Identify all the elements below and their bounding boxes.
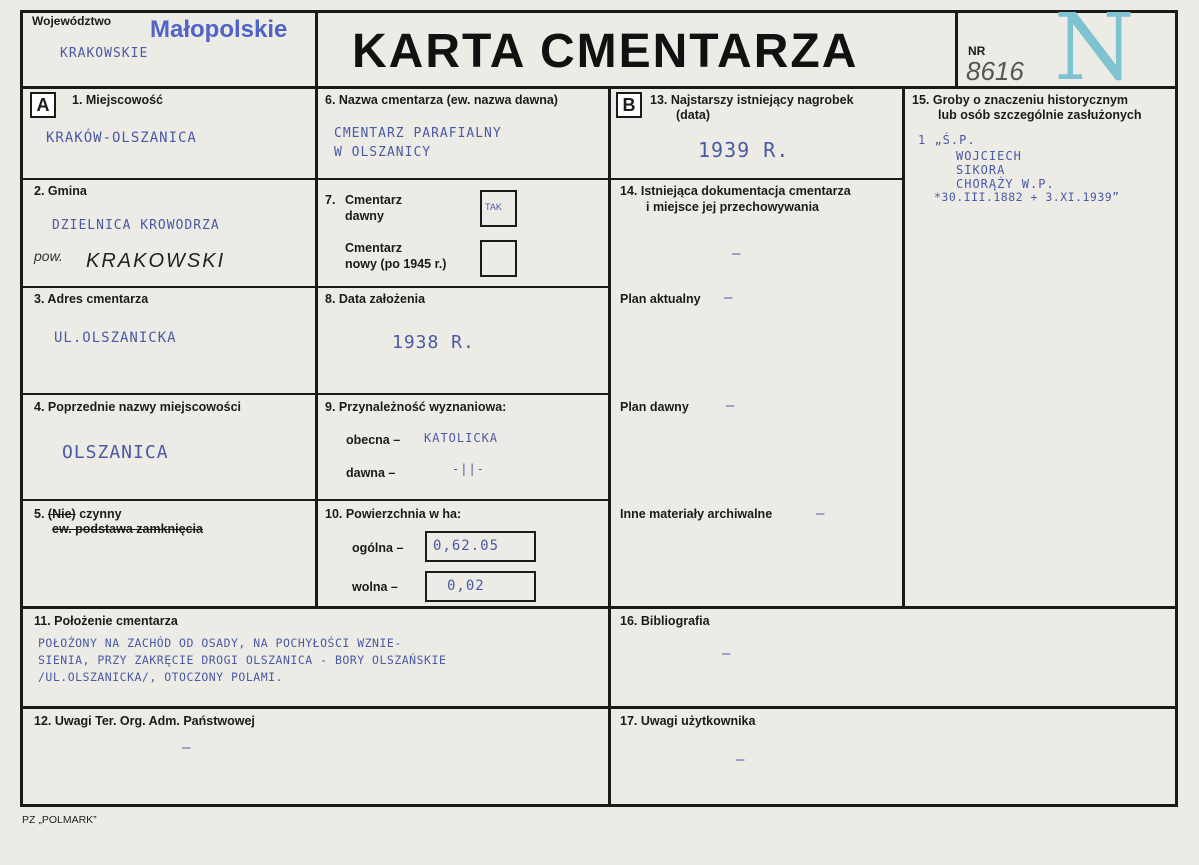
- field-2-label: 2. Gmina: [34, 184, 87, 198]
- field-6-value-2: W OLSZANICY: [334, 145, 432, 160]
- field-11-value-1: POŁOŻONY NA ZACHÓD OD OSADY, NA POCHYŁOŚCI WZNIE-: [38, 636, 402, 650]
- page-title: KARTA CMENTARZA: [352, 25, 859, 78]
- form-border-top: [20, 10, 1178, 13]
- form-border-bottom: [20, 804, 1178, 807]
- field-8-value: 1938 R.: [392, 332, 475, 353]
- col-line-3: [902, 86, 905, 608]
- field-7-nowy-checkbox[interactable]: [480, 240, 517, 277]
- field-1-value: KRAKÓW-OLSZANICA: [46, 130, 197, 146]
- field-10-wolna-value: 0,02: [447, 578, 485, 594]
- field-2-value: DZIELNICA KROWODRZA: [52, 218, 220, 233]
- field-15-label-1: 15. Groby o znaczeniu historycznym: [912, 93, 1129, 107]
- field-8-label: 8. Data założenia: [325, 292, 426, 306]
- field-7-dawny-label-1: Cmentarz: [345, 193, 402, 207]
- field-6-label: 6. Nazwa cmentarza (ew. nazwa dawna): [325, 93, 558, 107]
- field-6-value-1: CMENTARZ PARAFIALNY: [334, 126, 502, 141]
- field-10-wolna-box[interactable]: [425, 571, 536, 602]
- field-2-pow-value: KRAKOWSKI: [86, 250, 226, 272]
- field-16-label: 16. Bibliografia: [620, 614, 710, 628]
- wojewodztwo-label: Województwo: [32, 14, 112, 28]
- col-line-1: [315, 86, 318, 608]
- field-5-sub: ew. podstawa zamknięcia: [52, 522, 203, 536]
- nr-value: 8616: [966, 56, 1024, 86]
- row-line-6: [20, 706, 1178, 709]
- field-12-label: 12. Uwagi Ter. Org. Adm. Państwowej: [34, 714, 255, 728]
- field-7-nowy-label-2: nowy (po 1945 r.): [345, 257, 447, 271]
- section-a-marker: A: [30, 92, 56, 118]
- field-15-value-3: SIKORA: [956, 163, 1006, 177]
- field-4-label: 4. Poprzednie nazwy miejscowości: [34, 400, 242, 414]
- field-17-value: –: [736, 752, 746, 768]
- row-line-4: [20, 499, 610, 501]
- field-5-number: 5.: [34, 507, 45, 521]
- nr-stamp: N: [1054, 0, 1135, 101]
- plan-aktualny-label: Plan aktualny: [620, 292, 701, 306]
- field-15-value-2: WOJCIECH: [956, 149, 1022, 163]
- field-7-nowy-label-1: Cmentarz: [345, 241, 402, 255]
- field-12-value: –: [182, 740, 192, 756]
- field-14-label-2: i miejsce jej przechowywania: [646, 200, 819, 214]
- field-9-label: 9. Przynależność wyznaniowa:: [325, 400, 507, 414]
- header-vline-2: [955, 10, 958, 88]
- field-16-value: –: [722, 646, 732, 662]
- field-4-value: OLSZANICA: [62, 442, 169, 463]
- row-line-3: [20, 393, 610, 395]
- field-15-label-2: lub osób szczególnie zasłużonych: [938, 108, 1142, 122]
- field-10-label: 10. Powierzchnia w ha:: [325, 507, 462, 521]
- field-9-dawna-label: dawna –: [346, 466, 396, 480]
- field-1-label: 1. Miejscowość: [72, 93, 164, 107]
- field-3-label: 3. Adres cmentarza: [34, 292, 149, 306]
- field-9-obecna-value: KATOLICKA: [424, 431, 499, 445]
- field-11-label: 11. Położenie cmentarza: [34, 614, 178, 628]
- field-15-value-4: CHORĄŻY W.P.: [956, 177, 1055, 191]
- field-13-label-2: (data): [676, 108, 711, 122]
- row-line-2: [20, 286, 610, 288]
- field-7-dawny-label-2: dawny: [345, 209, 384, 223]
- field-9-dawna-value: -||-: [452, 462, 485, 476]
- field-13-value: 1939 R.: [698, 138, 790, 162]
- form-border-left: [20, 10, 23, 806]
- field-15-value-1: 1 „Ś.P.: [918, 133, 976, 147]
- field-11-value-3: /UL.OLSZANICKA/, OTOCZONY POLAMI.: [38, 670, 283, 684]
- wojewodztwo-handwritten: KRAKOWSKIE: [60, 46, 149, 61]
- plan-aktualny-value: –: [724, 290, 734, 306]
- field-10-ogolna-value: 0,62.05: [433, 538, 500, 554]
- col-line-2: [608, 86, 611, 806]
- row-line-1: [20, 178, 610, 180]
- field-15-value-5: *30.III.1882 + 3.XI.1939”: [934, 190, 1120, 204]
- field-7-dawny-value: TAK: [485, 202, 502, 212]
- field-3-value: UL.OLSZANICKA: [54, 330, 177, 346]
- inne-label: Inne materiały archiwalne: [620, 507, 773, 521]
- field-5-czynny: czynny: [79, 507, 122, 521]
- field-5-label: [34, 507, 122, 522]
- printer-mark: PZ „POLMARK”: [22, 814, 97, 826]
- field-11-value-2: SIENIA, PRZY ZAKRĘCIE DROGI OLSZANICA - BORY OLSZAŃSKIE: [38, 653, 447, 667]
- field-7-dawny-checkbox[interactable]: [480, 190, 517, 227]
- plan-dawny-value: –: [726, 398, 736, 414]
- field-17-label: 17. Uwagi użytkownika: [620, 714, 756, 728]
- field-7-number: 7.: [325, 193, 336, 207]
- nr-label: NR: [968, 44, 986, 58]
- field-14-value: –: [732, 246, 742, 262]
- field-10-ogolna-box[interactable]: [425, 531, 536, 562]
- field-10-wolna-label: wolna –: [352, 580, 398, 594]
- row-line-5: [20, 606, 1178, 609]
- field-13-label-1: 13. Najstarszy istniejący nagrobek: [650, 93, 854, 107]
- inne-value: –: [816, 506, 826, 522]
- header-vline-1: [315, 10, 318, 88]
- plan-dawny-label: Plan dawny: [620, 400, 689, 414]
- field-9-obecna-label: obecna –: [346, 433, 401, 447]
- wojewodztwo-stamp: Małopolskie: [150, 16, 288, 43]
- field-2-pow-label: pow.: [34, 248, 63, 264]
- field-10-ogolna-label: ogólna –: [352, 541, 404, 555]
- field-5-nie: (Nie): [47, 507, 76, 521]
- field-14-label-1: 14. Istniejąca dokumentacja cmentarza: [620, 184, 851, 198]
- form-border-right: [1175, 10, 1178, 806]
- row-line-b: [608, 178, 904, 180]
- section-b-marker: B: [616, 92, 642, 118]
